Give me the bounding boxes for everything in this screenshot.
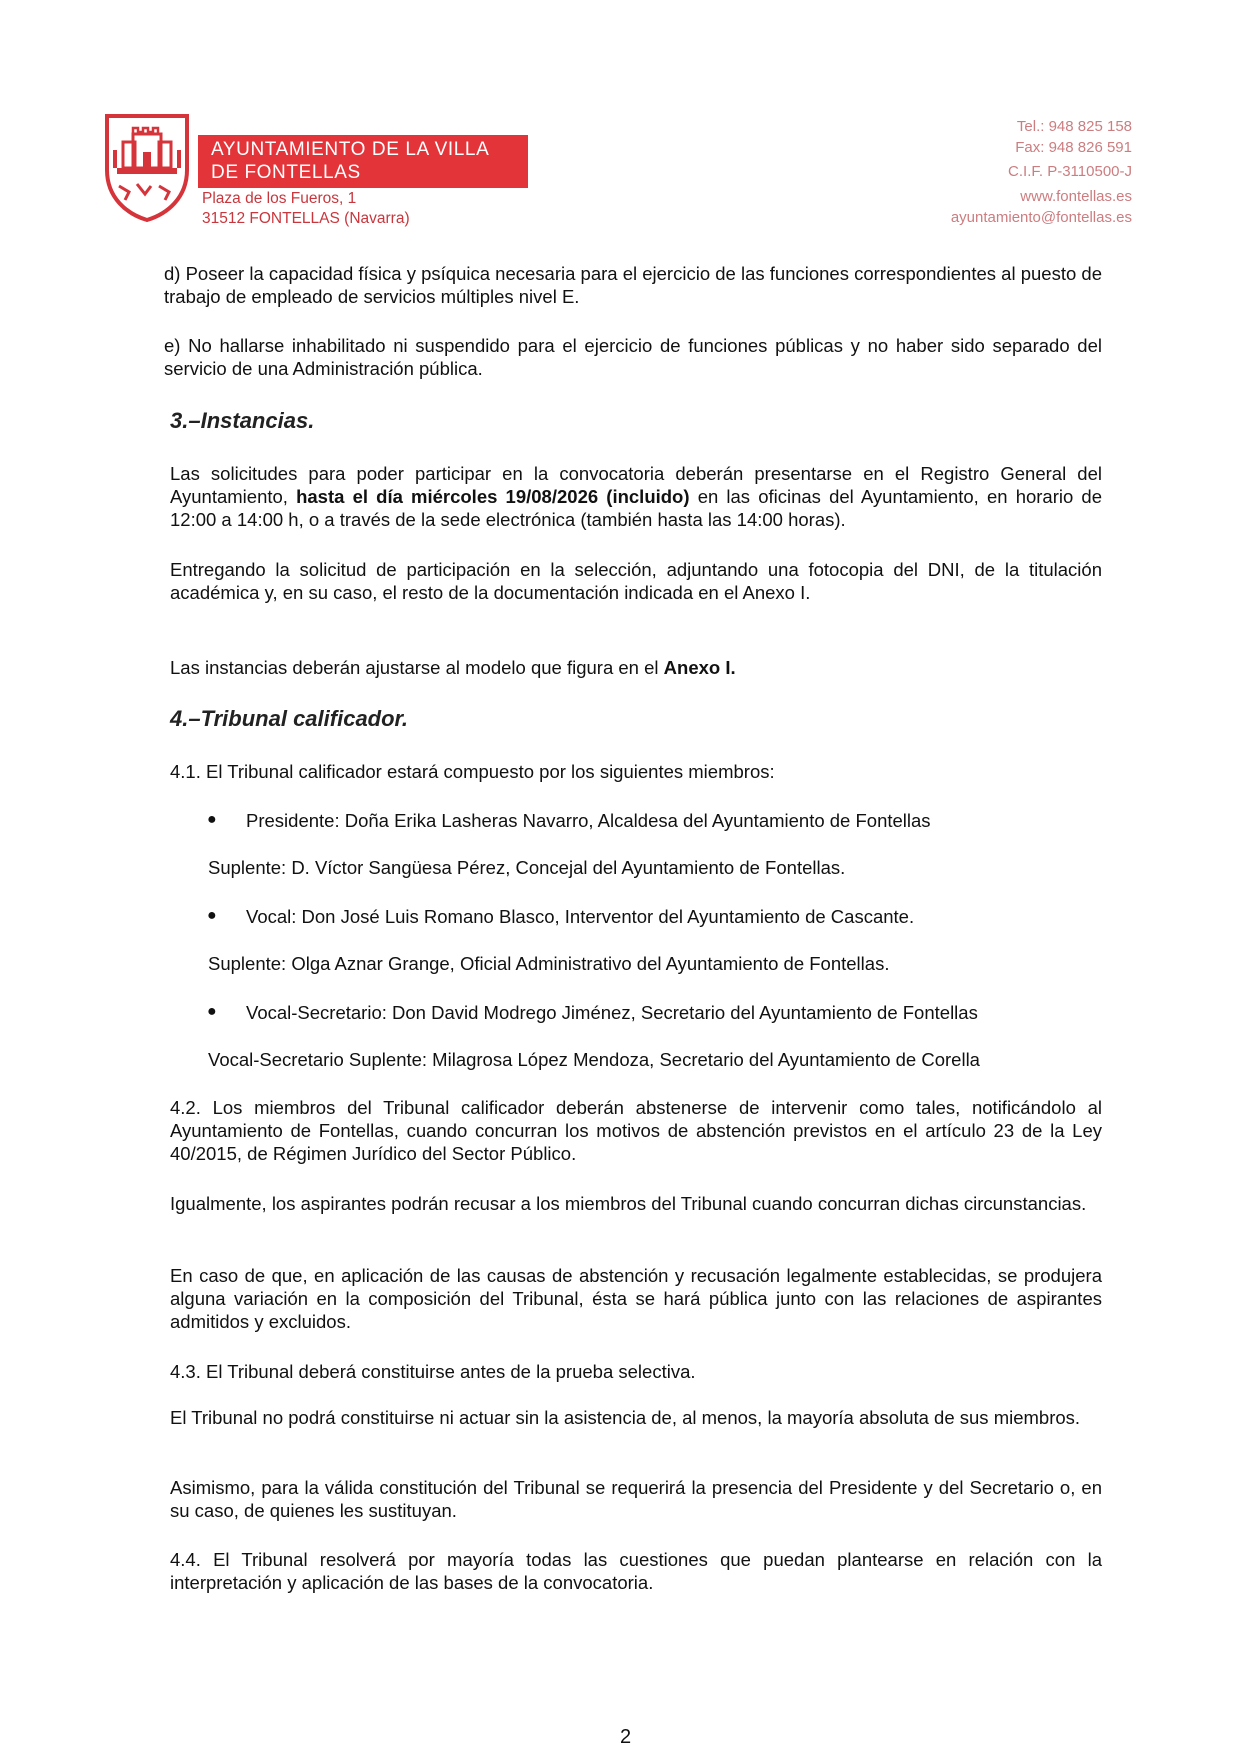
section-3-paragraph-3 <box>170 656 1102 679</box>
organization-banner <box>198 135 528 188</box>
email: ayuntamiento@fontellas.es <box>950 209 1132 226</box>
paragraph-text: Las solicitudes para poder participar en la convocatoria deberán presentarse en el Registro General del Ayuntamiento, <box>170 463 1102 507</box>
section-3-heading: 3.–Instancias. <box>170 408 315 433</box>
section-3-paragraph-1 <box>170 462 1102 531</box>
fax: Fax: 948 826 591 <box>1015 139 1132 156</box>
address-line1: Plaza de los Fueros, 1 <box>202 190 357 207</box>
section-4-heading: 4.–Tribunal calificador. <box>170 706 409 731</box>
requirement-d: d) Poseer la capacidad física y psíquica necesaria para el ejercicio de las funciones correspondientes al puesto de trabajo de empleado de servicios múltiples nivel E. <box>164 263 1102 307</box>
section-4-3-constitution: Asimismo, para la válida constitución del Tribunal se requerirá la presencia del Presidente y del Secretario o, en su caso, de quienes les sustituyan. <box>170 1477 1102 1521</box>
section-4-1-intro: 4.1. El Tribunal calificador estará compuesto por los siguientes miembros: <box>170 761 775 782</box>
section-4-3-paragraph: 4.3. El Tribunal deberá constituirse antes de la prueba selectiva. <box>170 1361 696 1382</box>
section-4-2-recusal: Igualmente, los aspirantes podrán recusar a los miembros del Tribunal cuando concurran dichas circunstancias. <box>170 1193 1087 1214</box>
website: www.fontellas.es <box>1020 188 1132 205</box>
municipal-crest-logo <box>103 112 191 222</box>
section-4-2-variation: En caso de que, en aplicación de las causas de abstención y recusación legalmente establecidas, se produjera alguna variación en la composición del Tribunal, ésta se hará pública junto con las relaciones de aspirantes admitidos y excluidos. <box>170 1265 1102 1332</box>
paragraph-text: en las oficinas del Ayuntamiento, en horario de 12:00 a 14:00 h, o a través de la sede electrónica (también hasta las 14:00 horas). <box>170 486 1103 530</box>
bullet-icon: ● <box>207 811 217 828</box>
page-number: 2 <box>620 1726 632 1748</box>
telephone: Tel.: 948 825 158 <box>1016 118 1132 135</box>
member-president-substitute: Suplente: D. Víctor Sangüesa Pérez, Concejal del Ayuntamiento de Fontellas. <box>208 857 846 878</box>
paragraph-text: Las instancias deberán ajustarse al modelo que figura en el <box>170 657 659 678</box>
organization-name-line2: DE FONTELLAS <box>211 162 361 183</box>
organization-name-line1: AYUNTAMIENTO DE LA VILLA <box>211 139 490 160</box>
address-line2: 31512 FONTELLAS (Navarra) <box>202 210 410 227</box>
section-4-3-quorum: El Tribunal no podrá constituirse ni actuar sin la asistencia de, al menos, la mayoría absoluta de sus miembros. <box>170 1407 1081 1428</box>
member-secretary-substitute: Vocal-Secretario Suplente: Milagrosa López Mendoza, Secretario del Ayuntamiento de Corella <box>208 1049 980 1070</box>
requirement-e: e) No hallarse inhabilitado ni suspendido para el ejercicio de funciones públicas y no haber sido separado del servicio de una Administración pública. <box>164 335 1102 379</box>
member-secretary: Vocal-Secretario: Don David Modrego Jiménez, Secretario del Ayuntamiento de Fontellas <box>246 1002 978 1023</box>
tax-id: C.I.F. P-3110500-J <box>1008 163 1132 180</box>
bullet-icon: ● <box>207 1003 217 1020</box>
member-vocal: Vocal: Don José Luis Romano Blasco, Interventor del Ayuntamiento de Cascante. <box>246 906 915 927</box>
bullet-icon: ● <box>207 907 217 924</box>
deadline-bold: hasta el día miércoles 19/08/2026 (incluido) <box>296 486 690 507</box>
member-vocal-substitute: Suplente: Olga Aznar Grange, Oficial Administrativo del Ayuntamiento de Fontellas. <box>208 953 890 974</box>
member-president: Presidente: Doña Erika Lasheras Navarro, Alcaldesa del Ayuntamiento de Fontellas <box>246 810 931 831</box>
annex-reference: Anexo I. <box>663 657 736 678</box>
section-4-4-paragraph: 4.4. El Tribunal resolverá por mayoría todas las cuestiones que puedan plantearse en relación con la interpretación y aplicación de las bases de la convocatoria. <box>170 1549 1102 1593</box>
section-3-paragraph-2: Entregando la solicitud de participación en la selección, adjuntando una fotocopia del DNI, de la titulación académica y, en su caso, el resto de la documentación indicada en el Anexo I. <box>170 559 1102 603</box>
section-4-2-paragraph: 4.2. Los miembros del Tribunal calificador deberán abstenerse de intervenir como tales, notificándolo al Ayuntamiento de Fontellas, cuando concurran los motivos de abstención previstos en el artículo 23 de la Ley 40/2015, de Régimen Jurídico del Sector Público. <box>170 1097 1102 1164</box>
